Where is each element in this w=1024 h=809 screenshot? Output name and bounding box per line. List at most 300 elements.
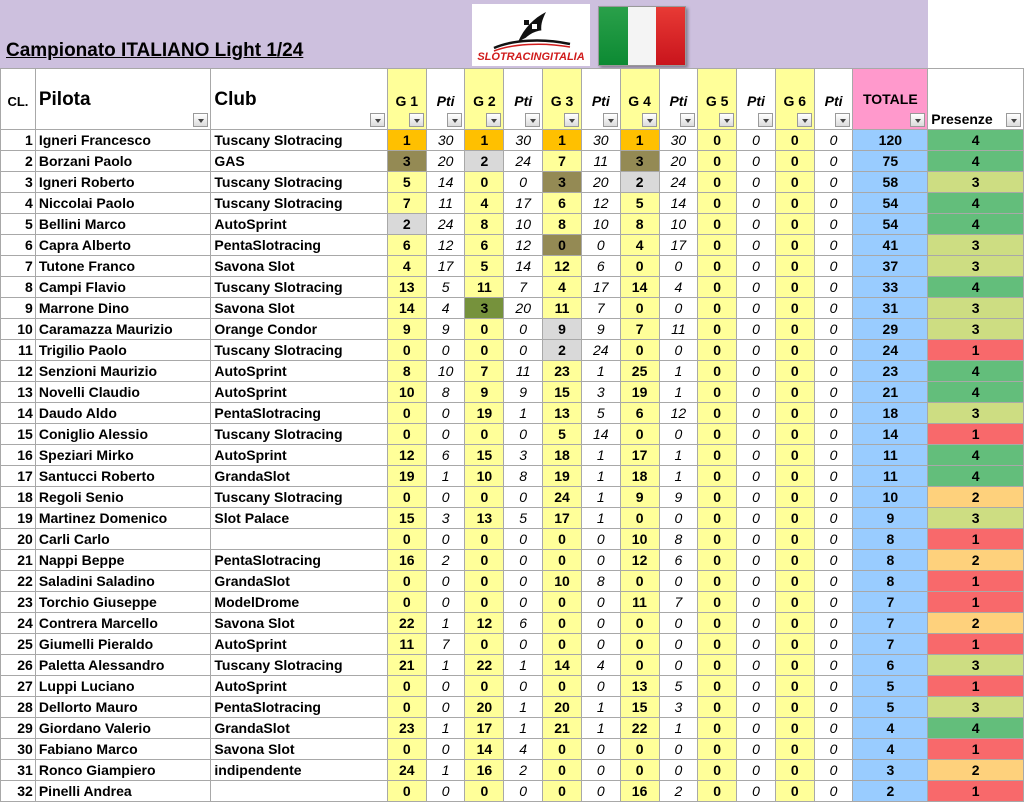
race-points-cell[interactable]: 0 <box>426 529 465 550</box>
race-position-cell[interactable]: 10 <box>620 529 659 550</box>
race-position-cell[interactable]: 10 <box>465 466 504 487</box>
race-position-cell[interactable]: 0 <box>698 193 737 214</box>
race-points-cell[interactable]: 0 <box>737 403 776 424</box>
race-position-cell[interactable]: 11 <box>620 592 659 613</box>
rank-cell[interactable]: 2 <box>1 151 36 172</box>
race-points-cell[interactable]: 9 <box>659 487 698 508</box>
pilota-cell[interactable]: Fabiano Marco <box>35 739 211 760</box>
rank-cell[interactable]: 13 <box>1 382 36 403</box>
presenze-cell[interactable]: 4 <box>928 382 1024 403</box>
race-position-cell[interactable]: 0 <box>698 403 737 424</box>
race-points-cell[interactable]: 20 <box>581 172 620 193</box>
race-points-cell[interactable]: 0 <box>814 739 853 760</box>
race-points-cell[interactable]: 10 <box>426 361 465 382</box>
race-position-cell[interactable]: 20 <box>465 697 504 718</box>
presenze-cell[interactable]: 4 <box>928 193 1024 214</box>
race-position-cell[interactable]: 0 <box>543 739 582 760</box>
race-points-cell[interactable]: 4 <box>581 655 620 676</box>
rank-cell[interactable]: 26 <box>1 655 36 676</box>
race-position-cell[interactable]: 0 <box>775 571 814 592</box>
race-points-cell[interactable]: 1 <box>426 760 465 781</box>
race-points-cell[interactable]: 0 <box>581 235 620 256</box>
race-position-cell[interactable]: 0 <box>775 382 814 403</box>
race-position-cell[interactable]: 0 <box>465 487 504 508</box>
race-points-cell[interactable]: 6 <box>426 445 465 466</box>
race-position-cell[interactable]: 22 <box>387 613 426 634</box>
race-points-cell[interactable]: 1 <box>504 718 543 739</box>
pilota-cell[interactable]: Ronco Giampiero <box>35 760 211 781</box>
race-points-cell[interactable]: 1 <box>581 445 620 466</box>
race-position-cell[interactable]: 0 <box>775 655 814 676</box>
race-points-cell[interactable]: 12 <box>659 403 698 424</box>
race-position-cell[interactable]: 0 <box>387 487 426 508</box>
race-position-cell[interactable]: 0 <box>775 130 814 151</box>
race-points-cell[interactable]: 0 <box>426 487 465 508</box>
race-points-cell[interactable]: 0 <box>504 172 543 193</box>
race-points-cell[interactable]: 0 <box>504 529 543 550</box>
race-position-cell[interactable]: 22 <box>620 718 659 739</box>
race-position-cell[interactable]: 0 <box>387 592 426 613</box>
race-position-cell[interactable]: 5 <box>620 193 659 214</box>
club-cell[interactable]: AutoSprint <box>211 382 387 403</box>
race-position-cell[interactable]: 9 <box>465 382 504 403</box>
race-points-cell[interactable]: 0 <box>814 361 853 382</box>
filter-dropdown-g3[interactable] <box>564 113 579 127</box>
rank-cell[interactable]: 32 <box>1 781 36 802</box>
club-cell[interactable]: PentaSlotracing <box>211 697 387 718</box>
race-points-cell[interactable]: 0 <box>814 277 853 298</box>
totale-cell[interactable]: 8 <box>853 529 928 550</box>
race-position-cell[interactable]: 0 <box>387 697 426 718</box>
race-points-cell[interactable]: 0 <box>737 550 776 571</box>
race-points-cell[interactable]: 0 <box>737 319 776 340</box>
pilota-cell[interactable]: Daudo Aldo <box>35 403 211 424</box>
race-points-cell[interactable]: 0 <box>737 571 776 592</box>
race-points-cell[interactable]: 0 <box>504 592 543 613</box>
race-points-cell[interactable]: 0 <box>737 235 776 256</box>
totale-cell[interactable]: 3 <box>853 760 928 781</box>
presenze-cell[interactable]: 4 <box>928 151 1024 172</box>
totale-cell[interactable]: 75 <box>853 151 928 172</box>
race-points-cell[interactable]: 9 <box>504 382 543 403</box>
race-points-cell[interactable]: 30 <box>659 130 698 151</box>
race-position-cell[interactable]: 0 <box>465 592 504 613</box>
race-position-cell[interactable]: 0 <box>387 739 426 760</box>
rank-cell[interactable]: 9 <box>1 298 36 319</box>
pilota-cell[interactable]: Contrera Marcello <box>35 613 211 634</box>
race-position-cell[interactable]: 4 <box>465 193 504 214</box>
race-points-cell[interactable]: 1 <box>426 718 465 739</box>
race-position-cell[interactable]: 18 <box>620 466 659 487</box>
race-points-cell[interactable]: 0 <box>426 739 465 760</box>
race-position-cell[interactable]: 0 <box>465 172 504 193</box>
race-points-cell[interactable]: 20 <box>659 151 698 172</box>
race-position-cell[interactable]: 0 <box>620 634 659 655</box>
race-position-cell[interactable]: 19 <box>620 382 659 403</box>
rank-cell[interactable]: 19 <box>1 508 36 529</box>
race-points-cell[interactable]: 0 <box>814 508 853 529</box>
club-cell[interactable]: Orange Condor <box>211 319 387 340</box>
race-position-cell[interactable]: 15 <box>543 382 582 403</box>
race-position-cell[interactable]: 0 <box>775 445 814 466</box>
race-points-cell[interactable]: 0 <box>737 445 776 466</box>
race-points-cell[interactable]: 0 <box>504 319 543 340</box>
race-position-cell[interactable]: 13 <box>465 508 504 529</box>
presenze-cell[interactable]: 1 <box>928 529 1024 550</box>
race-position-cell[interactable]: 18 <box>543 445 582 466</box>
club-cell[interactable]: GAS <box>211 151 387 172</box>
race-points-cell[interactable]: 0 <box>814 130 853 151</box>
race-position-cell[interactable]: 12 <box>387 445 426 466</box>
race-position-cell[interactable]: 0 <box>775 760 814 781</box>
race-points-cell[interactable]: 0 <box>581 529 620 550</box>
race-position-cell[interactable]: 13 <box>620 676 659 697</box>
race-position-cell[interactable]: 0 <box>465 781 504 802</box>
race-points-cell[interactable]: 0 <box>581 634 620 655</box>
race-points-cell[interactable]: 0 <box>814 445 853 466</box>
race-points-cell[interactable]: 1 <box>504 655 543 676</box>
race-points-cell[interactable]: 0 <box>737 676 776 697</box>
club-cell[interactable]: indipendente <box>211 760 387 781</box>
pilota-cell[interactable]: Giumelli Pieraldo <box>35 634 211 655</box>
race-points-cell[interactable]: 0 <box>737 172 776 193</box>
totale-cell[interactable]: 21 <box>853 382 928 403</box>
race-points-cell[interactable]: 14 <box>426 172 465 193</box>
race-position-cell[interactable]: 11 <box>387 634 426 655</box>
race-points-cell[interactable]: 0 <box>814 529 853 550</box>
race-position-cell[interactable]: 8 <box>543 214 582 235</box>
race-position-cell[interactable]: 19 <box>465 403 504 424</box>
pilota-cell[interactable]: Carli Carlo <box>35 529 211 550</box>
race-position-cell[interactable]: 0 <box>387 340 426 361</box>
race-position-cell[interactable]: 0 <box>775 424 814 445</box>
race-points-cell[interactable]: 0 <box>814 382 853 403</box>
pilota-cell[interactable]: Tutone Franco <box>35 256 211 277</box>
totale-cell[interactable]: 9 <box>853 508 928 529</box>
race-position-cell[interactable]: 24 <box>543 487 582 508</box>
totale-cell[interactable]: 4 <box>853 739 928 760</box>
totale-cell[interactable]: 5 <box>853 676 928 697</box>
rank-cell[interactable]: 1 <box>1 130 36 151</box>
presenze-cell[interactable]: 1 <box>928 634 1024 655</box>
pilota-cell[interactable]: Saladini Saladino <box>35 571 211 592</box>
race-points-cell[interactable]: 3 <box>581 382 620 403</box>
race-position-cell[interactable]: 12 <box>620 550 659 571</box>
filter-dropdown-g4[interactable] <box>642 113 657 127</box>
race-position-cell[interactable]: 0 <box>698 508 737 529</box>
race-position-cell[interactable]: 0 <box>387 571 426 592</box>
race-position-cell[interactable]: 5 <box>465 256 504 277</box>
rank-cell[interactable]: 14 <box>1 403 36 424</box>
race-position-cell[interactable]: 12 <box>543 256 582 277</box>
race-points-cell[interactable]: 0 <box>737 697 776 718</box>
race-position-cell[interactable]: 0 <box>698 655 737 676</box>
race-position-cell[interactable]: 5 <box>387 172 426 193</box>
rank-cell[interactable]: 20 <box>1 529 36 550</box>
race-points-cell[interactable]: 3 <box>504 445 543 466</box>
race-position-cell[interactable]: 0 <box>465 424 504 445</box>
pilota-cell[interactable]: Regoli Senio <box>35 487 211 508</box>
presenze-cell[interactable]: 1 <box>928 781 1024 802</box>
race-position-cell[interactable]: 0 <box>543 592 582 613</box>
club-cell[interactable]: GrandaSlot <box>211 466 387 487</box>
race-position-cell[interactable]: 0 <box>387 424 426 445</box>
race-position-cell[interactable]: 11 <box>543 298 582 319</box>
totale-cell[interactable]: 7 <box>853 634 928 655</box>
race-points-cell[interactable]: 0 <box>659 508 698 529</box>
race-position-cell[interactable]: 17 <box>620 445 659 466</box>
race-points-cell[interactable]: 0 <box>504 550 543 571</box>
race-points-cell[interactable]: 4 <box>504 739 543 760</box>
race-points-cell[interactable]: 0 <box>737 592 776 613</box>
race-points-cell[interactable]: 12 <box>581 193 620 214</box>
rank-cell[interactable]: 30 <box>1 739 36 760</box>
totale-cell[interactable]: 5 <box>853 697 928 718</box>
totale-cell[interactable]: 18 <box>853 403 928 424</box>
race-points-cell[interactable]: 1 <box>504 403 543 424</box>
race-points-cell[interactable]: 0 <box>504 676 543 697</box>
totale-cell[interactable]: 11 <box>853 466 928 487</box>
pilota-cell[interactable]: Igneri Francesco <box>35 130 211 151</box>
presenze-cell[interactable]: 1 <box>928 571 1024 592</box>
rank-cell[interactable]: 12 <box>1 361 36 382</box>
race-points-cell[interactable]: 1 <box>659 445 698 466</box>
race-points-cell[interactable]: 1 <box>581 697 620 718</box>
race-points-cell[interactable]: 0 <box>737 739 776 760</box>
totale-cell[interactable]: 29 <box>853 319 928 340</box>
club-cell[interactable]: PentaSlotracing <box>211 403 387 424</box>
totale-cell[interactable]: 7 <box>853 613 928 634</box>
race-position-cell[interactable]: 7 <box>387 193 426 214</box>
presenze-cell[interactable]: 3 <box>928 655 1024 676</box>
race-points-cell[interactable]: 0 <box>814 613 853 634</box>
presenze-cell[interactable]: 4 <box>928 466 1024 487</box>
race-points-cell[interactable]: 11 <box>504 361 543 382</box>
presenze-cell[interactable]: 4 <box>928 445 1024 466</box>
race-position-cell[interactable]: 0 <box>775 508 814 529</box>
presenze-cell[interactable]: 2 <box>928 550 1024 571</box>
race-position-cell[interactable]: 8 <box>387 361 426 382</box>
club-cell[interactable] <box>211 781 387 802</box>
pilota-cell[interactable]: Luppi Luciano <box>35 676 211 697</box>
race-points-cell[interactable]: 4 <box>426 298 465 319</box>
race-points-cell[interactable]: 6 <box>581 256 620 277</box>
rank-cell[interactable]: 21 <box>1 550 36 571</box>
race-points-cell[interactable]: 0 <box>581 613 620 634</box>
race-points-cell[interactable]: 7 <box>504 277 543 298</box>
filter-dropdown-pti-3[interactable] <box>603 113 618 127</box>
race-points-cell[interactable]: 0 <box>737 760 776 781</box>
race-points-cell[interactable]: 1 <box>426 655 465 676</box>
race-points-cell[interactable]: 11 <box>426 193 465 214</box>
race-position-cell[interactable]: 0 <box>465 571 504 592</box>
race-points-cell[interactable]: 0 <box>737 340 776 361</box>
race-position-cell[interactable]: 0 <box>543 781 582 802</box>
race-points-cell[interactable]: 0 <box>814 634 853 655</box>
race-position-cell[interactable]: 24 <box>387 760 426 781</box>
race-points-cell[interactable]: 1 <box>581 487 620 508</box>
race-points-cell[interactable]: 12 <box>504 235 543 256</box>
race-position-cell[interactable]: 0 <box>775 151 814 172</box>
totale-cell[interactable]: 54 <box>853 214 928 235</box>
race-points-cell[interactable]: 24 <box>581 340 620 361</box>
race-points-cell[interactable]: 1 <box>581 508 620 529</box>
race-position-cell[interactable]: 14 <box>465 739 504 760</box>
race-position-cell[interactable]: 0 <box>698 214 737 235</box>
race-points-cell[interactable]: 0 <box>659 298 698 319</box>
race-points-cell[interactable]: 1 <box>581 466 620 487</box>
race-points-cell[interactable]: 0 <box>737 781 776 802</box>
totale-cell[interactable]: 54 <box>853 193 928 214</box>
pilota-cell[interactable]: Pinelli Andrea <box>35 781 211 802</box>
race-position-cell[interactable]: 4 <box>543 277 582 298</box>
race-position-cell[interactable]: 0 <box>775 697 814 718</box>
rank-cell[interactable]: 10 <box>1 319 36 340</box>
race-position-cell[interactable]: 6 <box>543 193 582 214</box>
club-cell[interactable]: PentaSlotracing <box>211 550 387 571</box>
race-position-cell[interactable]: 19 <box>387 466 426 487</box>
pilota-cell[interactable]: Torchio Giuseppe <box>35 592 211 613</box>
race-position-cell[interactable]: 0 <box>698 445 737 466</box>
race-position-cell[interactable]: 16 <box>465 760 504 781</box>
presenze-cell[interactable]: 4 <box>928 130 1024 151</box>
filter-dropdown-pti-5[interactable] <box>758 113 773 127</box>
race-position-cell[interactable]: 0 <box>775 529 814 550</box>
race-position-cell[interactable]: 17 <box>465 718 504 739</box>
race-position-cell[interactable]: 0 <box>698 298 737 319</box>
presenze-cell[interactable]: 3 <box>928 403 1024 424</box>
presenze-cell[interactable]: 4 <box>928 361 1024 382</box>
race-position-cell[interactable]: 0 <box>620 256 659 277</box>
race-position-cell[interactable]: 0 <box>775 403 814 424</box>
race-points-cell[interactable]: 0 <box>581 739 620 760</box>
race-points-cell[interactable]: 8 <box>504 466 543 487</box>
race-points-cell[interactable]: 0 <box>737 277 776 298</box>
rank-cell[interactable]: 31 <box>1 760 36 781</box>
race-position-cell[interactable]: 0 <box>698 340 737 361</box>
race-points-cell[interactable]: 1 <box>659 382 698 403</box>
rank-cell[interactable]: 17 <box>1 466 36 487</box>
totale-cell[interactable]: 2 <box>853 781 928 802</box>
race-points-cell[interactable]: 24 <box>659 172 698 193</box>
club-cell[interactable]: GrandaSlot <box>211 571 387 592</box>
race-position-cell[interactable]: 0 <box>698 781 737 802</box>
race-position-cell[interactable]: 0 <box>620 613 659 634</box>
presenze-cell[interactable]: 2 <box>928 487 1024 508</box>
club-cell[interactable]: Savona Slot <box>211 739 387 760</box>
race-position-cell[interactable]: 0 <box>387 781 426 802</box>
race-points-cell[interactable]: 0 <box>814 592 853 613</box>
race-points-cell[interactable]: 0 <box>814 172 853 193</box>
race-position-cell[interactable]: 0 <box>698 130 737 151</box>
race-position-cell[interactable]: 0 <box>620 298 659 319</box>
club-cell[interactable]: Tuscany Slotracing <box>211 340 387 361</box>
pilota-cell[interactable]: Marrone Dino <box>35 298 211 319</box>
race-position-cell[interactable]: 0 <box>543 613 582 634</box>
totale-cell[interactable]: 11 <box>853 445 928 466</box>
race-position-cell[interactable]: 0 <box>775 298 814 319</box>
club-cell[interactable]: Savona Slot <box>211 256 387 277</box>
club-cell[interactable]: AutoSprint <box>211 634 387 655</box>
race-position-cell[interactable]: 0 <box>698 634 737 655</box>
race-position-cell[interactable]: 0 <box>775 613 814 634</box>
race-points-cell[interactable]: 14 <box>504 256 543 277</box>
pilota-cell[interactable]: Dellorto Mauro <box>35 697 211 718</box>
club-cell[interactable]: Tuscany Slotracing <box>211 193 387 214</box>
race-position-cell[interactable]: 0 <box>620 760 659 781</box>
race-position-cell[interactable]: 14 <box>387 298 426 319</box>
race-points-cell[interactable]: 14 <box>581 424 620 445</box>
totale-cell[interactable]: 120 <box>853 130 928 151</box>
race-points-cell[interactable]: 0 <box>814 571 853 592</box>
presenze-cell[interactable]: 1 <box>928 592 1024 613</box>
race-points-cell[interactable]: 0 <box>426 676 465 697</box>
race-position-cell[interactable]: 4 <box>387 256 426 277</box>
race-points-cell[interactable]: 4 <box>659 277 698 298</box>
race-points-cell[interactable]: 5 <box>581 403 620 424</box>
race-points-cell[interactable]: 0 <box>426 592 465 613</box>
race-position-cell[interactable]: 1 <box>620 130 659 151</box>
race-points-cell[interactable]: 0 <box>814 550 853 571</box>
totale-cell[interactable]: 7 <box>853 592 928 613</box>
race-position-cell[interactable]: 6 <box>387 235 426 256</box>
totale-cell[interactable]: 14 <box>853 424 928 445</box>
race-position-cell[interactable]: 0 <box>698 319 737 340</box>
race-position-cell[interactable]: 0 <box>698 361 737 382</box>
rank-cell[interactable]: 22 <box>1 571 36 592</box>
rank-cell[interactable]: 23 <box>1 592 36 613</box>
race-points-cell[interactable]: 0 <box>426 403 465 424</box>
pilota-cell[interactable]: Nappi Beppe <box>35 550 211 571</box>
presenze-cell[interactable]: 1 <box>928 739 1024 760</box>
race-points-cell[interactable]: 0 <box>504 571 543 592</box>
presenze-cell[interactable]: 2 <box>928 760 1024 781</box>
race-points-cell[interactable]: 0 <box>504 340 543 361</box>
rank-cell[interactable]: 7 <box>1 256 36 277</box>
race-points-cell[interactable]: 7 <box>426 634 465 655</box>
race-position-cell[interactable]: 6 <box>465 235 504 256</box>
filter-dropdown-pti-2[interactable] <box>525 113 540 127</box>
race-position-cell[interactable]: 15 <box>387 508 426 529</box>
race-points-cell[interactable]: 0 <box>737 613 776 634</box>
race-points-cell[interactable]: 24 <box>504 151 543 172</box>
presenze-cell[interactable]: 4 <box>928 214 1024 235</box>
race-points-cell[interactable]: 0 <box>737 130 776 151</box>
race-points-cell[interactable]: 0 <box>426 697 465 718</box>
club-cell[interactable]: AutoSprint <box>211 676 387 697</box>
race-position-cell[interactable]: 0 <box>775 256 814 277</box>
race-points-cell[interactable]: 3 <box>659 697 698 718</box>
presenze-cell[interactable]: 3 <box>928 508 1024 529</box>
race-points-cell[interactable]: 1 <box>504 697 543 718</box>
rank-cell[interactable]: 8 <box>1 277 36 298</box>
race-points-cell[interactable]: 0 <box>737 256 776 277</box>
race-points-cell[interactable]: 2 <box>426 550 465 571</box>
race-position-cell[interactable]: 0 <box>698 718 737 739</box>
race-position-cell[interactable]: 3 <box>620 151 659 172</box>
pilota-cell[interactable]: Campi Flavio <box>35 277 211 298</box>
race-position-cell[interactable]: 10 <box>543 571 582 592</box>
race-position-cell[interactable]: 0 <box>775 676 814 697</box>
race-points-cell[interactable]: 0 <box>814 403 853 424</box>
race-position-cell[interactable]: 15 <box>620 697 659 718</box>
race-position-cell[interactable]: 7 <box>465 361 504 382</box>
race-points-cell[interactable]: 5 <box>504 508 543 529</box>
race-points-cell[interactable]: 0 <box>737 634 776 655</box>
race-position-cell[interactable]: 0 <box>698 235 737 256</box>
rank-cell[interactable]: 11 <box>1 340 36 361</box>
race-points-cell[interactable]: 9 <box>581 319 620 340</box>
